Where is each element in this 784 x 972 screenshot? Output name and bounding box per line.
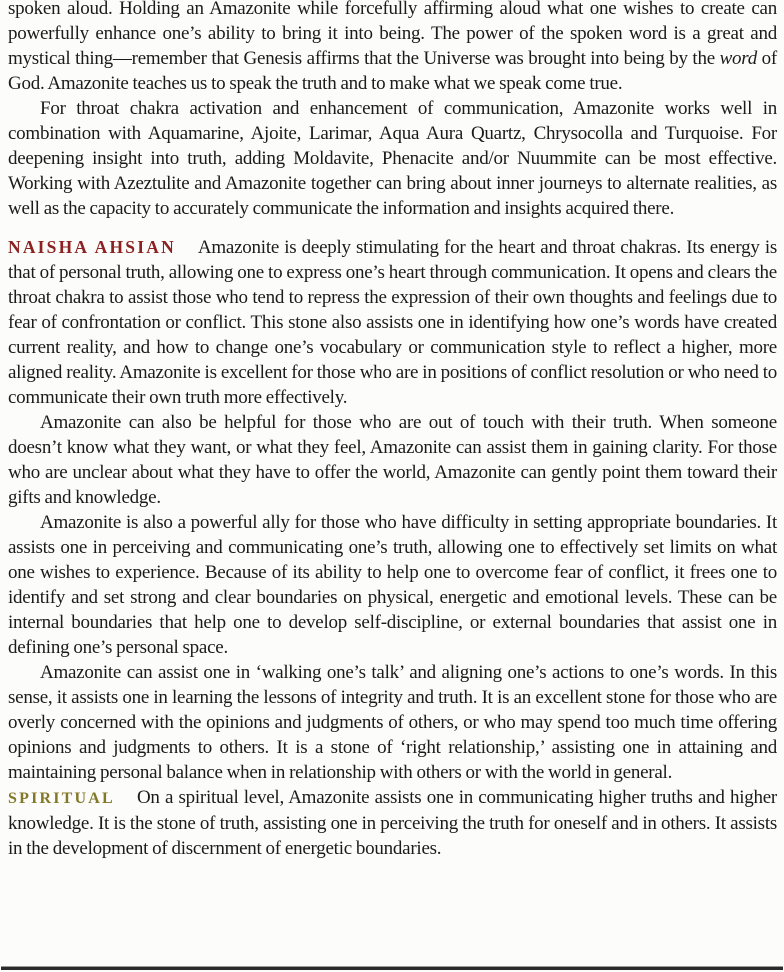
section-spiritual-text: On a spiritual level, Amazonite assists one in communicating higher truths and higher knowledge. It is the stone of truth, assisting one in perceiving the truth for oneself and in others. It assists in the development of discernment of energetic boundaries. [8,787,777,859]
paragraph-out-of-touch: Amazonite can also be helpful for those who are out of touch with their truth. When someone doesn’t know what they want, or what they feel, Amazonite can assist them in gaining clarity. For those who are unclear about what they have to offer the world, Amazonite can gently point them toward their gifts and knowledge. [8,412,777,508]
carryover-text-end: of God. Amazonite teaches us to speak the truth and to make what we speak come true. [8,48,777,94]
paragraph-throat-chakra: For throat chakra activation and enhancement of communication, Amazonite works well in combination with Aquamarine, Ajoite, Larimar, Aqua Aura Quartz, Chrysocolla and Turquoise. For deepening insight into truth, adding Moldavite, Phenacite and/or Nuummite can be most effective. Working with Azeztulite and Amazonite together can bring about inner journeys to alternate realities, as well as the capacity to accurately communicate the information and insights acquired there. [8,98,777,219]
section-heading-spiritual: SPIRITUAL [8,790,115,807]
paragraph-carryover [8,0,777,96]
section-naisha-ahsian [8,235,777,410]
italic-word: word [719,48,757,69]
paragraph-boundaries: Amazonite is also a powerful ally for those who have difficulty in setting appropriate boundaries. It assists one in perceiving and communicating one’s truth, allowing one to effectively set limits on what one wishes to experience. Because of its ability to help one to overcome fear of conflict, it frees one to identify and set strong and clear boundaries on physical, energetic and emotional levels. These can be internal boundaries that help one to develop self-discipline, or external boundaries that assist one in defining one’s personal space. [8,512,777,658]
paragraph-walking-talk: Amazonite can assist one in ‘walking one’s talk’ and aligning one’s actions to one’s words. In this sense, it assists one in learning the lessons of integrity and truth. It is an excellent stone for those who are overly concerned with the opinions and judgments of others, or who may spend too much time offering opinions and judgments to others. It is a stone of ‘right relationship,’ assisting one in attaining and maintaining personal balance when in relationship with others or with the world in general. [8,662,777,783]
section-spiritual [8,785,777,861]
carryover-text-start: spoken aloud. Holding an Amazonite while forcefully affirming aloud what one wishes to create can powerfully enhance one’s ability to bring it into being. The power of the spoken word is a great and mystical thing—remember that Genesis affirms that the Universe was brought into being by the [8,0,777,69]
section-heading-naisha-ahsian: NAISHA AHSIAN [8,237,176,257]
section-naisha-text: Amazonite is deeply stimulating for the heart and throat chakras. Its energy is that of personal truth, allowing one to express one’s heart through communication. It opens and clears the throat chakra to assist those who tend to repress the expression of their own thoughts and feelings due to fear of confrontation or conflict. This stone also assists one in identifying how one’s words have created current reality, and how to change one’s vocabulary or communication style to reflect a higher, more aligned reality. Amazonite is excellent for those who are in positions of conflict resolution or who need to communicate their own truth more effectively. [8,237,777,408]
page-bottom-rule [1,966,783,970]
